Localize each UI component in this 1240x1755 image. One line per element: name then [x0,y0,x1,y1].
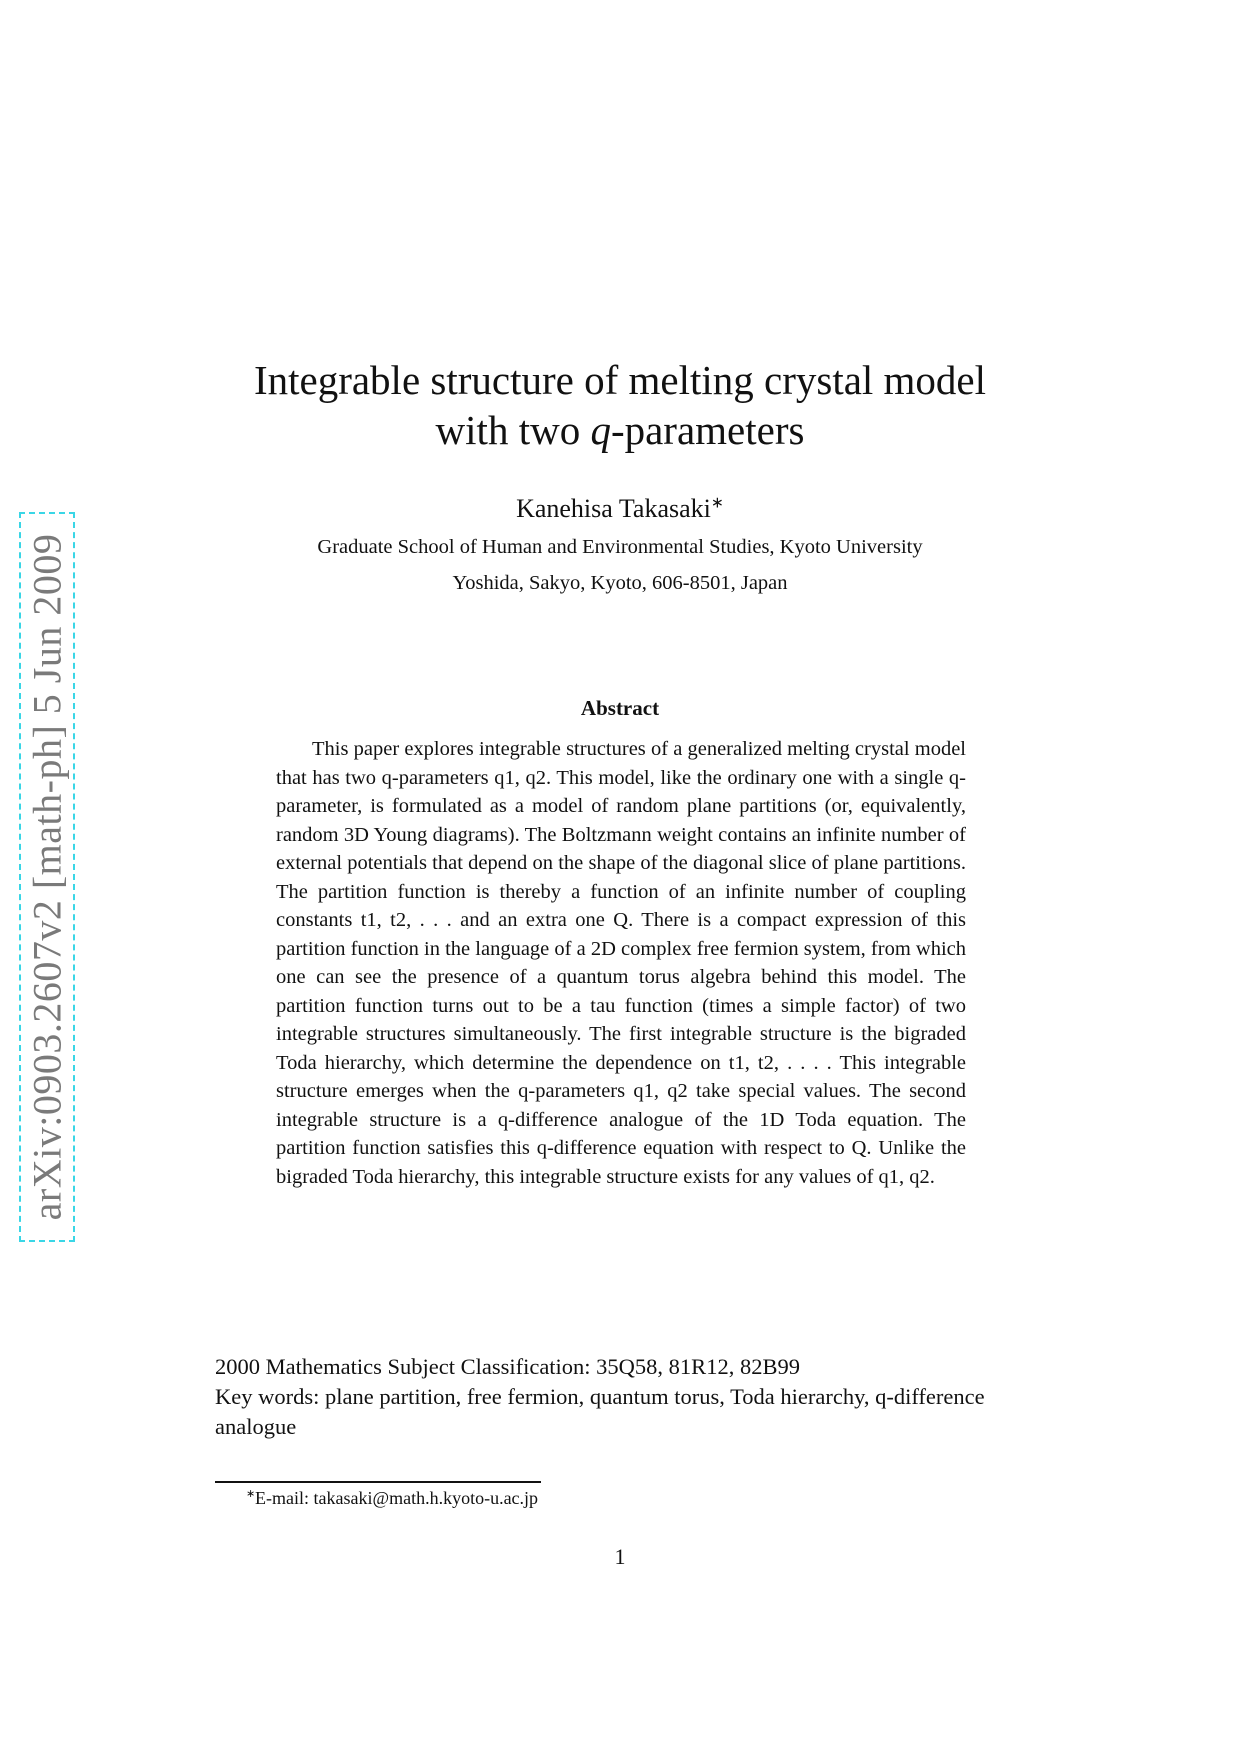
page-number: 1 [614,1544,626,1569]
author [0,494,1240,524]
footnote [246,1488,538,1509]
abstract-text: This paper explores integrable structures of a generalized melting crystal model that has two q-parameters q1, q2. This model, like the ordinary one with a single q-parameter, is formulated as a model of random plane partitions (or, equivalently, random 3D Young diagrams). The Boltzmann weight contains an infinite number of external potentials that depend on the shape of the diagonal slice of plane partitions. The partition function is thereby a function of an infinite number of coupling constants t1, t2, . . . and an extra one Q. There is a compact expression of this partition function in the language of a 2D complex free fermion system, from which one can see the presence of a quantum torus algebra behind this model. The partition function turns out to be a tau function (times a simple factor) of two integrable structures simultaneously. The first integrable structure is the bigraded Toda hierarchy, which determine the dependence on t1, t2, . . . . This integrable structure emerges when the q-parameters q1, q2 take special values. The second integrable structure is a q-difference analogue of the 1D Toda equation. The partition function satisfies this q-difference equation with respect to Q. Unlike the bigraded Toda hierarchy, this integrable structure exists for any values of q1, q2. [276,738,966,1188]
footnote-mark: ∗ [246,1488,256,1500]
affiliation-line-1: Graduate School of Human and Environmental Studies, Kyoto University [317,536,923,558]
author-name: Kanehisa Takasaki [516,494,711,523]
keywords: Key words: plane partition, free fermion, quantum torus, Toda hierarchy, q-difference analogue [215,1384,985,1439]
arxiv-stamp [19,512,75,1242]
title-line-2-post: -parameters [610,407,805,453]
arxiv-stamp-text: arXiv:0903.2607v2 [math-ph] 5 Jun 2009 [24,533,70,1221]
abstract-heading: Abstract [580,696,660,720]
title-line-2 [0,405,1240,455]
affiliation-line-2: Yoshida, Sakyo, Kyoto, 606-8501, Japan [452,572,788,594]
footnote-rule [215,1481,541,1483]
title-q-symbol: q [590,407,611,453]
footnote-email: E-mail: takasaki@math.h.kyoto-u.ac.jp [255,1488,539,1508]
paper-meta [215,1352,1015,1442]
msc-classification: 2000 Mathematics Subject Classification: 35Q58, 81R12, 82B99 [215,1354,800,1379]
title-line-2-pre: with two [435,407,591,453]
paper-title [0,355,1240,455]
title-line-1: Integrable structure of melting crystal model [253,357,987,403]
author-footnote-mark: ∗ [710,494,724,512]
